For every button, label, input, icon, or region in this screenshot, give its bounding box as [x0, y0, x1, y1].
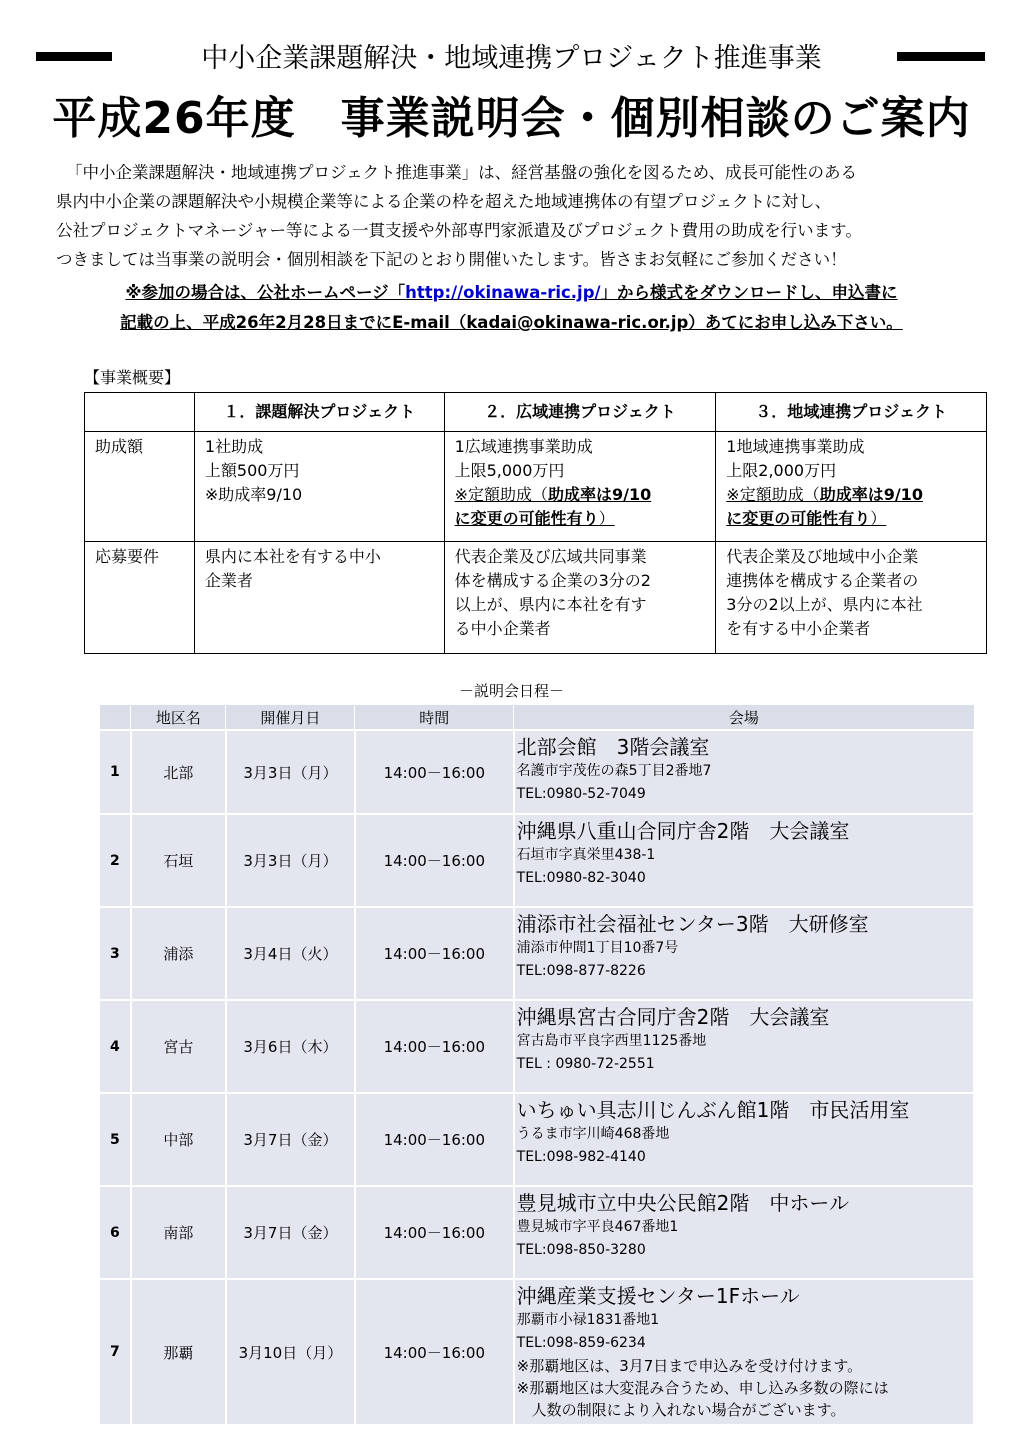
cell-line: 県内に本社を有する中小 [204, 547, 381, 566]
row-label: 助成額 [85, 432, 195, 542]
area-cell: 那覇 [131, 1279, 226, 1425]
page-subtitle: 中小企業課題解決・地域連携プロジェクト推進事業 [201, 43, 822, 74]
date-cell: 3月7日（金） [226, 1093, 355, 1186]
area-cell: 宮古 [131, 1000, 226, 1093]
cell-line: を有する中小企業者 [726, 619, 871, 638]
schedule-header-cell: 地区名 [131, 705, 226, 731]
venue-address: 那覇市小禄1831番地1 [516, 1312, 660, 1328]
venue-name: いちゅい具志川じんぶん館1階 市民活用室 [516, 1098, 910, 1122]
venue-address: うるま市字川崎468番地 [516, 1126, 670, 1142]
venue-cell [514, 730, 974, 814]
date-cell: 3月10日（月） [226, 1279, 355, 1425]
cell-line: 企業者 [204, 571, 253, 590]
cell-text: ） [598, 509, 615, 528]
area-cell: 中部 [131, 1093, 226, 1186]
area-cell: 浦添 [131, 907, 226, 1000]
row-label: 応募要件 [85, 542, 195, 654]
venue-tel: TEL:098-850-3280 [516, 1242, 646, 1258]
time-cell: 14:00－16:00 [355, 1000, 514, 1093]
cell-line [726, 507, 976, 531]
cell-line: 1地域連携事業助成 [726, 437, 865, 456]
cell-line: 1社助成 [204, 437, 264, 456]
intro-line: つきましては当事業の説明会・個別相談を下記のとおり開催いたします。皆さまお気軽にご参加ください！ [56, 250, 847, 269]
table-row [99, 1000, 974, 1093]
cell-line [455, 507, 706, 531]
row-number: 1 [99, 730, 131, 814]
schedule-table [98, 704, 975, 1426]
venue-cell [514, 1000, 974, 1093]
cell-line [726, 483, 976, 507]
venue-name: 沖縄県宮古合同庁舎2階 大会議室 [516, 1005, 830, 1029]
overview-header-cell: ２．広域連携プロジェクト [444, 393, 716, 432]
intro-line: 公社プロジェクトマネージャー等による一貫支援や外部専門家派遣及びプロジェクト費用の助成を行います。 [56, 221, 862, 240]
time-cell: 14:00－16:00 [355, 814, 514, 907]
application-notice [0, 278, 1023, 338]
overview-section-title: 【事業概要】 [84, 368, 181, 387]
overview-header-cell: １．課題解決プロジェクト [194, 393, 444, 432]
cell-line: 上限2,000万円 [726, 461, 837, 480]
venue-address: 浦添市仲間1丁目10番7号 [516, 940, 679, 956]
schedule-header-row [99, 705, 974, 731]
venue-address: 石垣市字真栄里438-1 [516, 847, 656, 863]
venue-cell [514, 907, 974, 1000]
homepage-link[interactable]: http://okinawa-ric.jp/ [405, 283, 601, 302]
notice-line-1 [0, 278, 1023, 308]
row-number: 4 [99, 1000, 131, 1093]
venue-name: 豊見城市立中央公民館2階 中ホール [516, 1191, 849, 1215]
cell-line: 体を構成する企業の3分の2 [454, 571, 651, 590]
row-number: 7 [99, 1279, 131, 1425]
notice-text: 」から様式をダウンロードし、申込書に [600, 283, 898, 302]
venue-tel: TEL:098-859-6234 [516, 1335, 646, 1351]
cell-line: 上限5,000万円 [454, 461, 565, 480]
venue-name: 北部会館 3階会議室 [516, 735, 710, 759]
schedule-header-cell: 時間 [355, 705, 514, 731]
date-cell: 3月4日（火） [226, 907, 355, 1000]
venue-tel: TEL:0980-82-3040 [516, 870, 646, 886]
cell-line: 代表企業及び地域中小企業 [726, 547, 919, 566]
cell-text: ※定額助成（ [454, 485, 549, 504]
req-cell [716, 542, 987, 654]
venue-cell [514, 814, 974, 907]
venue-address: 名護市宇茂佐の森5丁目2番地7 [516, 763, 712, 779]
cell-line: 連携体を構成する企業者の [726, 571, 919, 590]
cell-text: 助成率は9/10 [819, 485, 923, 504]
row-number: 3 [99, 907, 131, 1000]
row-number: 6 [99, 1186, 131, 1279]
overview-header-cell: ３．地域連携プロジェクト [716, 393, 987, 432]
table-row [99, 1279, 974, 1425]
grant-cell [716, 432, 987, 542]
row-number: 2 [99, 814, 131, 907]
venue-tel: TEL:098-877-8226 [516, 963, 646, 979]
row-number: 5 [99, 1093, 131, 1186]
cell-text: に変更の可能性有り [454, 509, 599, 528]
overview-header-cell [85, 393, 195, 432]
cell-text: ※定額助成（ [726, 485, 820, 504]
overview-req-row [85, 542, 987, 654]
overview-table [84, 392, 987, 654]
intro-line: 「中小企業課題解決・地域連携プロジェクト推進事業」は、経営基盤の強化を図るため、成長可能性のある [66, 163, 858, 182]
overview-header-row [85, 393, 987, 432]
table-row [99, 1186, 974, 1279]
date-cell: 3月7日（金） [226, 1186, 355, 1279]
cell-line: 1広域連携事業助成 [454, 437, 593, 456]
area-cell: 南部 [131, 1186, 226, 1279]
venue-name: 浦添市社会福祉センター3階 大研修室 [516, 912, 869, 936]
area-cell: 北部 [131, 730, 226, 814]
intro-text [56, 158, 986, 274]
date-cell: 3月6日（木） [226, 1000, 355, 1093]
schedule-header-cell: 開催月日 [226, 705, 355, 731]
cell-line: 代表企業及び広域共同事業 [454, 547, 647, 566]
time-cell: 14:00－16:00 [355, 907, 514, 1000]
venue-cell [514, 1186, 974, 1279]
venue-note: ※那覇地区は大変混み合うため、申し込み多数の際には [516, 1379, 889, 1397]
cell-line: 上額500万円 [204, 461, 300, 480]
venue-cell [514, 1093, 974, 1186]
time-cell: 14:00－16:00 [355, 1279, 514, 1425]
date-cell: 3月3日（月） [226, 814, 355, 907]
page-title: 平成26年度 事業説明会・個別相談のご案内 [52, 93, 971, 144]
area-cell: 石垣 [131, 814, 226, 907]
schedule-header-cell: 会場 [514, 705, 974, 731]
notice-line-2: 記載の上、平成26年2月28日までにE-mail（kadai@okinawa-ric.or.jp）あてにお申し込み下さい。 [120, 313, 903, 332]
venue-name: 沖縄県八重山合同庁舎2階 大会議室 [516, 819, 850, 843]
schedule-header-cell [99, 705, 131, 731]
venue-name: 沖縄産業支援センター1Fホール [516, 1284, 800, 1308]
intro-line: 県内中小企業の課題解決や小規模企業等による企業の枠を超えた地域連携体の有望プロジェクトに対し、 [56, 192, 832, 211]
venue-tel: TEL:098-982-4140 [516, 1149, 646, 1165]
schedule-title: －説明会日程－ [458, 682, 564, 700]
venue-cell [514, 1279, 974, 1425]
venue-address: 宮古島市平良字西里1125番地 [516, 1033, 707, 1049]
cell-text: に変更の可能性有り [726, 509, 871, 528]
req-cell [194, 542, 444, 654]
cell-line: 以上が、県内に本社を有す [454, 595, 647, 614]
cell-line: ※助成率9/10 [204, 485, 303, 504]
grant-cell [194, 432, 444, 542]
table-row [99, 730, 974, 814]
table-row [99, 1093, 974, 1186]
date-cell: 3月3日（月） [226, 730, 355, 814]
cell-line [455, 483, 706, 507]
venue-tel: TEL : 0980-72-2551 [516, 1056, 655, 1072]
venue-note: ※那覇地区は、3月7日まで申込みを受け付けます。 [516, 1357, 863, 1375]
venue-note: 人数の制限により入れない場合がございます。 [516, 1401, 846, 1419]
cell-line: 3分の2以上が、県内に本社 [726, 595, 923, 614]
table-row [99, 907, 974, 1000]
req-cell [444, 542, 716, 654]
venue-address: 豊見城市字平良467番地1 [516, 1219, 679, 1235]
time-cell: 14:00－16:00 [355, 1186, 514, 1279]
cell-line: る中小企業者 [454, 619, 551, 638]
cell-text: 助成率は9/10 [548, 485, 652, 504]
notice-text: ※参加の場合は、公社ホームページ「 [125, 283, 406, 302]
time-cell: 14:00－16:00 [355, 730, 514, 814]
cell-text: ） [870, 509, 887, 528]
table-row [99, 814, 974, 907]
overview-grant-row [85, 432, 987, 542]
time-cell: 14:00－16:00 [355, 1093, 514, 1186]
grant-cell [444, 432, 716, 542]
venue-tel: TEL:0980-52-7049 [516, 786, 646, 802]
